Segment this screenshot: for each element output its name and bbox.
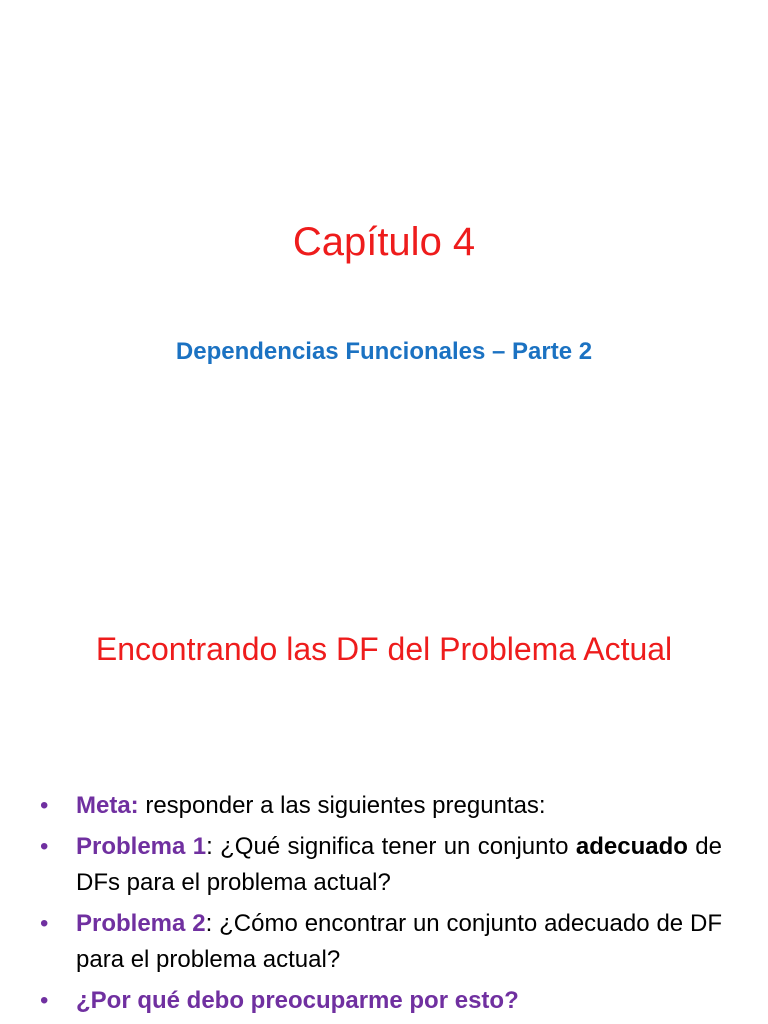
bullet-item-goal	[40, 788, 722, 824]
bullet-term: Problema 2	[76, 910, 206, 937]
bullet-icon: •	[40, 987, 49, 1014]
bullet-bold-text: adecuado	[575, 833, 688, 860]
bullet-item-problem-2	[40, 906, 722, 978]
bullet-list	[40, 788, 722, 1024]
bullet-icon: •	[40, 910, 49, 937]
bullet-text: responder a las siguientes preguntas:	[138, 792, 546, 819]
bullet-text-after: de DFs para el problema actual?	[76, 833, 722, 896]
bullet-icon: •	[40, 833, 49, 860]
bullet-term: Problema 1	[76, 833, 207, 860]
chapter-subtitle: Dependencias Funcionales – Parte 2	[175, 338, 593, 365]
bullet-item-problem-1	[40, 829, 722, 901]
bullet-icon: •	[40, 792, 49, 819]
bullet-item-why	[40, 983, 722, 1019]
section-title: Encontrando las DF del Problema Actual	[95, 631, 673, 667]
bullet-text: : ¿Cómo encontrar un conjunto adecuado de DF para el problema actual?	[76, 910, 722, 973]
chapter-title: Capítulo 4	[292, 220, 476, 264]
bullet-term: Meta:	[76, 792, 139, 819]
bullet-term: ¿Por qué debo preocuparme por esto?	[76, 987, 519, 1014]
bullet-text: : ¿Qué significa tener un conjunto	[206, 833, 576, 860]
